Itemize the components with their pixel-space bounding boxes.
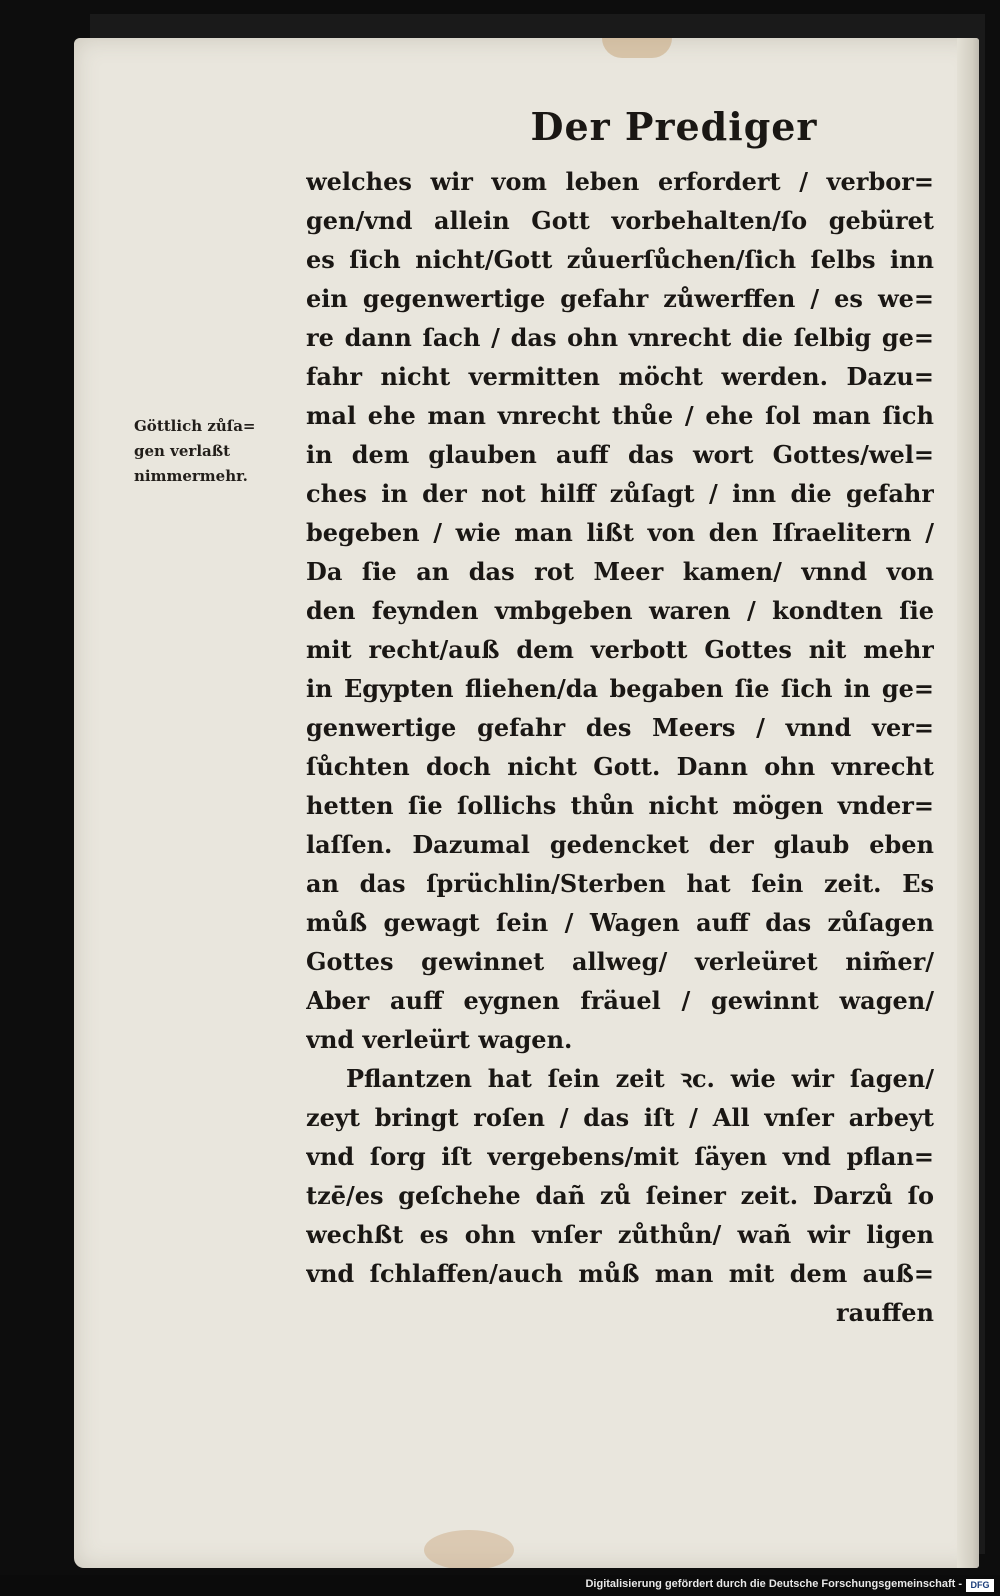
text-line: an das ſprüchlin/Sterben hat ſein zeit. Es — [306, 869, 934, 898]
text-line: laſſen. Dazumal gedencket der glaub eben — [306, 830, 934, 859]
text-line: fahr nicht vermitten möcht werden. Dazu= — [306, 362, 934, 391]
text-line: vnd ſchlaffen/auch můß man mit dem auß= — [306, 1259, 934, 1288]
text-line: ſůchten doch nicht Gott. Dann ohn vnrecht — [306, 752, 934, 781]
marginal-note-line: Göttlich zůſa= — [134, 417, 256, 435]
text-line: re dann ſach / das ohn vnrecht die ſelbig ge= — [306, 323, 934, 352]
text-line: in Egypten fliehen/da begaben ſie ſich in ge= — [306, 674, 934, 703]
text-line: den feynden vmbgeben waren / kondten ſie — [306, 596, 934, 625]
text-line: wechßt es ohn vnſer zůthůn/ wañ wir ligen — [306, 1220, 934, 1249]
body-text — [306, 162, 934, 1332]
running-head: Der Prediger — [530, 104, 818, 149]
paper-stain-top — [602, 38, 672, 58]
marginal-note-line: gen verlaßt — [134, 442, 231, 460]
text-line: zeyt bringt roſen / das iſt / All vnſer arbeyt — [306, 1103, 934, 1132]
dfg-logo: DFG — [966, 1579, 994, 1592]
text-line: vnd ſorg iſt vergebens/mit ſäyen vnd pflan= — [306, 1142, 934, 1171]
text-line: welches wir vom leben erfordert / verbor= — [306, 167, 934, 196]
book-page — [74, 38, 979, 1568]
text-line: mal ehe man vnrecht thůe / ehe ſol man ſich — [306, 401, 934, 430]
text-line: hetten ſie ſollichs thůn nicht mögen vnder= — [306, 791, 934, 820]
text-line: vnd verleürt wagen. — [306, 1025, 573, 1054]
text-line: ein gegenwertige gefahr zůwerffen / es we= — [306, 284, 934, 313]
paper-stain-bottom — [424, 1530, 514, 1568]
text-line: tzē/es geſchehe dañ zů ſeiner zeit. Darzů ſo — [306, 1181, 934, 1210]
text-line: mit recht/auß dem verbott Gottes nit mehr — [306, 635, 934, 664]
text-line: begeben / wie man lißt von den Iſraelitern / — [306, 518, 934, 547]
text-line: gen/vnd allein Gott vorbehalten/ſo gebüret — [306, 206, 934, 235]
text-line: Gottes gewinnet allweg/ verleüret nim̃er/ — [306, 947, 934, 976]
text-line: es ſich nicht/Gott zůuerſůchen/ſich ſelbs inn — [306, 245, 934, 274]
funding-credit: Digitalisierung gefördert durch die Deutsche Forschungsgemeinschaft - — [585, 1578, 962, 1590]
catchword: rauffen — [835, 1298, 934, 1327]
marginal-note-line: nimmermehr. — [134, 467, 248, 485]
page-fore-edge — [957, 38, 979, 1568]
text-line: ches in der not hilff zůſagt / inn die gefahr — [306, 479, 934, 508]
text-line: Da ſie an das rot Meer kamen/ vnnd von — [306, 557, 934, 586]
text-line: Aber auff eygnen fräuel / gewinnt wagen/ — [306, 986, 934, 1015]
text-line: in dem glauben auff das wort Gottes/wel= — [306, 440, 934, 469]
text-line: genwertige gefahr des Meers / vnnd ver= — [306, 713, 934, 742]
marginal-note — [134, 414, 304, 489]
text-line: Pflantzen hat ſein zeit ꝛc. wie wir ſagen/ — [346, 1064, 934, 1093]
text-line: můß gewagt ſein / Wagen auff das zůſagen — [306, 908, 934, 937]
